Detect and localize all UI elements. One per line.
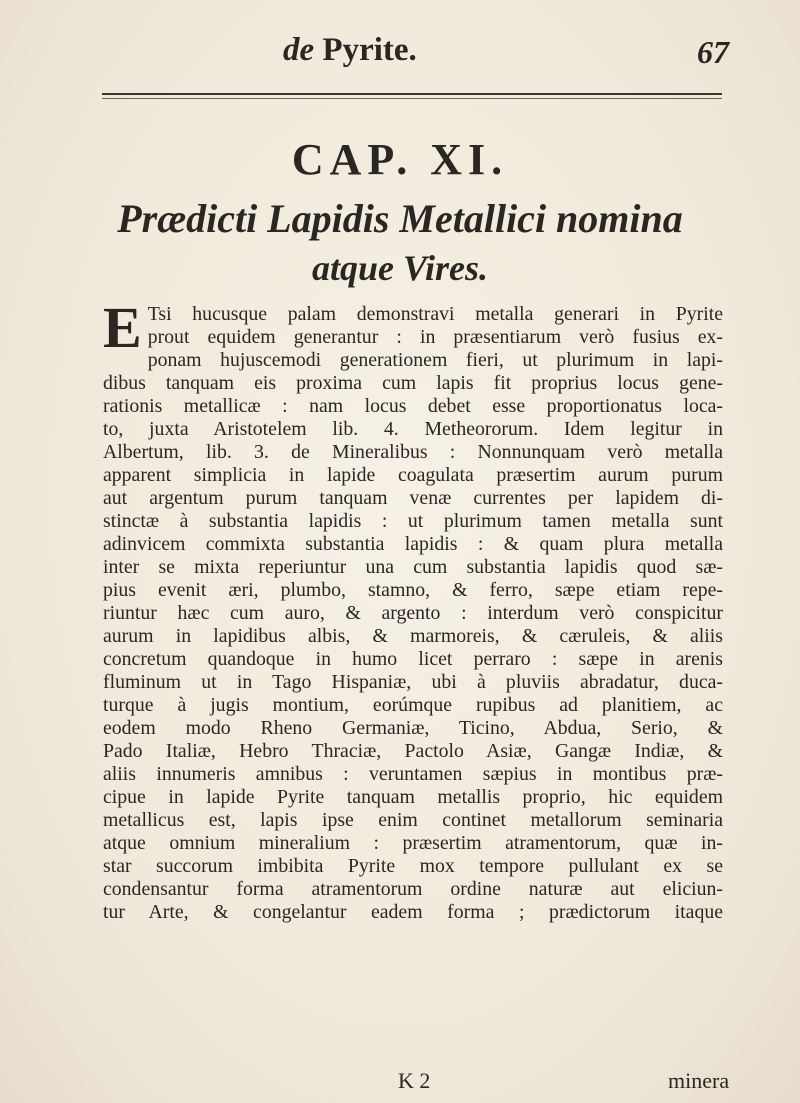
text-line: inter se mixta reperiuntur una cum substantia lapidis quod sæ- [103,556,723,578]
body-text [103,295,723,924]
text-line: fluminum ut in Tago Hispaniæ, ubi à pluviis abradatur, duca- [103,671,723,693]
running-title-italic: de [283,32,315,68]
text-line: condensantur forma atramentorum ordine naturæ aut eliciun- [103,878,723,900]
catchword: minera [668,1068,730,1093]
text-line: tur Arte, & congelantur eadem forma ; prædictorum itaque [103,901,723,923]
text-line: turque à jugis montium, eorúmque rupibus ad planitiem, ac [103,694,723,716]
header-rule [102,93,722,95]
text-line: Albertum, lib. 3. de Mineralibus : Nonnunquam verò metalla [103,441,723,463]
text-line: Tsi hucusque palam demonstravi metalla generari in Pyrite [147,303,723,325]
chapter-heading: CAP. XI. [291,135,509,184]
text-line: atque omnium mineralium : præsertim atramentorum, quæ in- [103,832,723,854]
header-rule-thin [102,98,722,99]
running-title [283,32,417,69]
signature-mark: K 2 [398,1068,431,1093]
text-line: prout equidem generantur : in præsentiarum verò fusius ex- [147,326,723,348]
text-line: star succorum imbibita Pyrite mox tempore pullulant ex se [103,855,723,877]
running-title-roman: Pyrite. [322,32,417,68]
text-line: metallicus est, lapis ipse enim continet metallorum seminaria [103,809,723,831]
text-line: stinctæ à substantia lapidis : ut plurimum tamen metalla sunt [103,510,723,532]
text-line: rationis metallicæ : nam locus debet esse proportionatus loca- [103,395,723,417]
text-line: adinvicem commixta substantia lapidis : & quam plura metalla [103,533,723,555]
drop-cap: E [103,295,142,360]
chapter-title-line-1: Prædicti Lapidis Metallici nomina [117,196,683,241]
text-line: to, juxta Aristotelem lib. 4. Metheororum. Idem legitur in [103,418,723,440]
page-number: 67 [697,34,729,70]
text-line: aliis innumeris amnibus : veruntamen sæpius in montibus præ- [103,763,723,785]
text-line: Pado Italiæ, Hebro Thraciæ, Pactolo Asiæ, Gangæ Indiæ, & [103,740,723,762]
chapter-title-line-2: atque Vires. [311,248,489,288]
text-line: cipue in lapide Pyrite tanquam metallis proprio, hic equidem [103,786,723,808]
text-line: apparent simplicia in lapide coagulata præsertim aurum purum [103,464,723,486]
text-line: riuntur hæc cum auro, & argento : interdum verò conspicitur [103,602,723,624]
text-line: eodem modo Rheno Germaniæ, Ticino, Abdua, Serio, & [103,717,723,739]
running-head [0,22,800,82]
text-line: ponam hujuscemodi generationem fieri, ut plurimum in lapi- [147,349,723,371]
text-line: aurum in lapidibus albis, & marmoreis, & cæruleis, & aliis [103,625,723,647]
text-line: concretum quandoque in humo licet perraro : sæpe in arenis [103,648,723,670]
text-line: aut argentum purum tanquam venæ currentes per lapidem di- [103,487,723,509]
text-line: dibus tanquam eis proxima cum lapis fit proprius locus gene- [103,372,723,394]
text-line: pius evenit æri, plumbo, stamno, & ferro, sæpe etiam repe- [103,579,723,601]
